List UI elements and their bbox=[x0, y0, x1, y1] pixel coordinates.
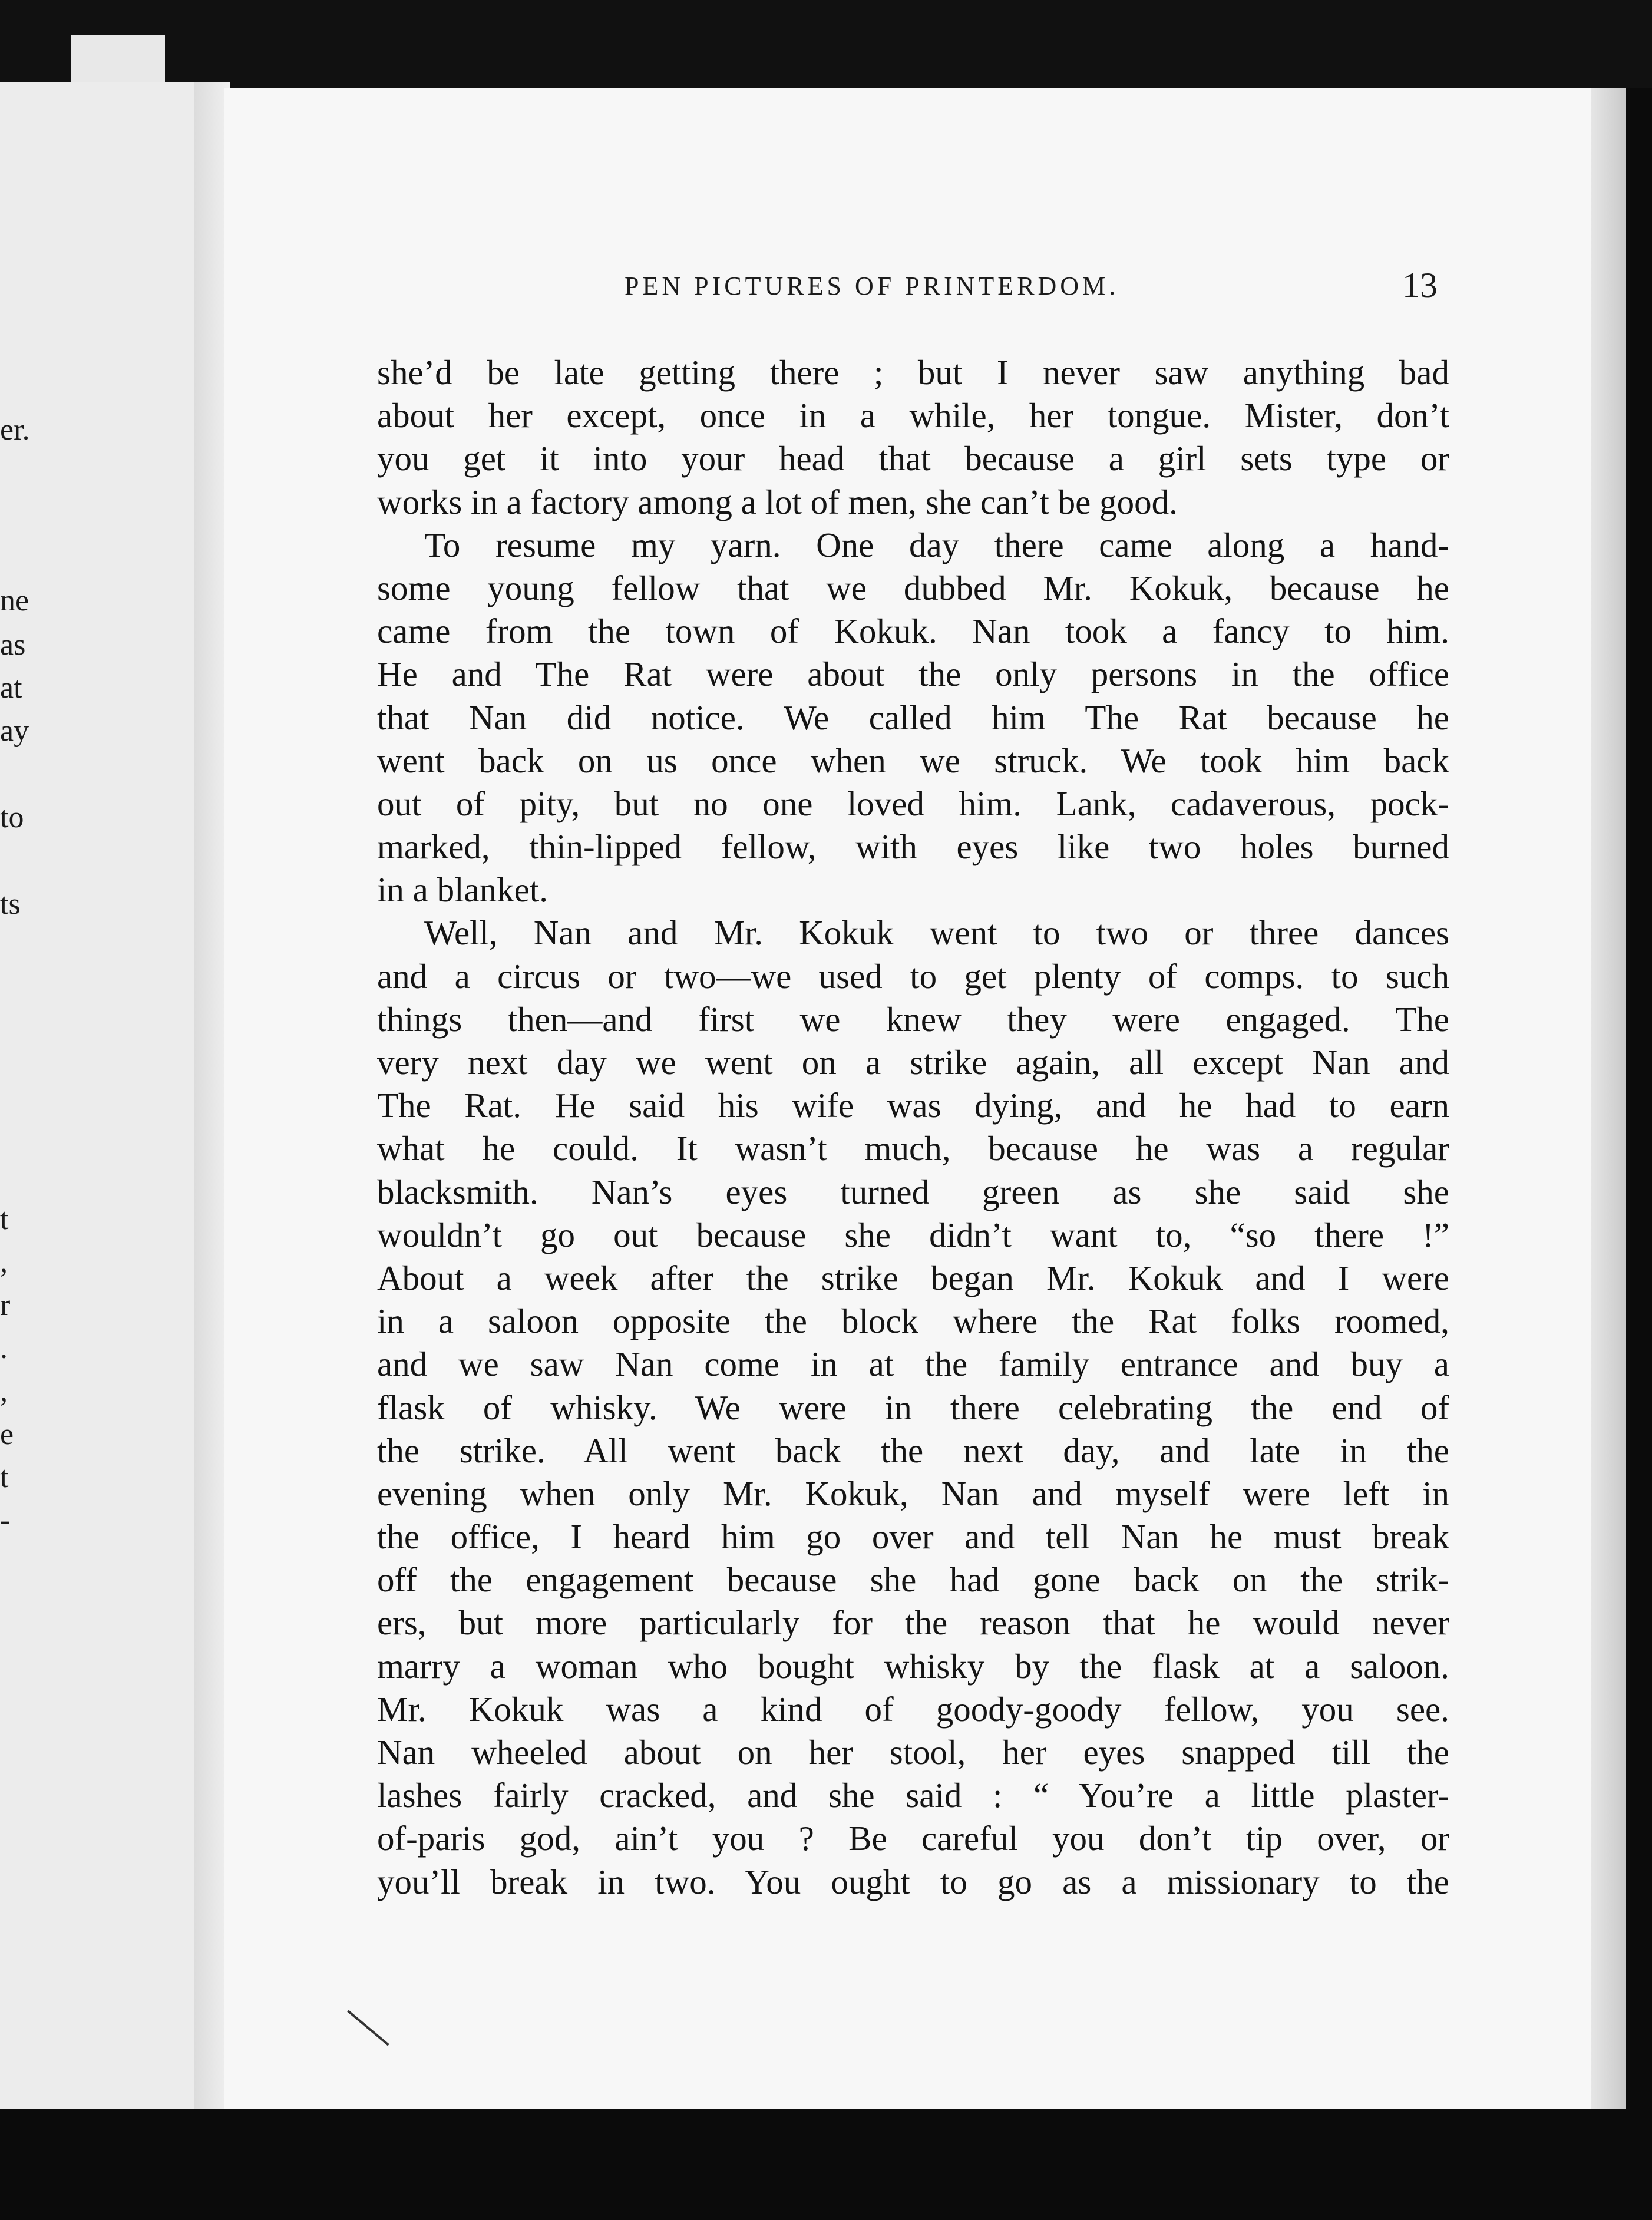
text-line: you’ll break in two. You ought to go as a missionary to the bbox=[377, 1862, 1449, 1901]
text-line: went back on us once when we struck. We took him back bbox=[377, 741, 1449, 780]
text-line: flask of whisky. We were in there celebrating the end of bbox=[377, 1388, 1449, 1427]
text-line: things then—and first we knew they were engaged. The bbox=[377, 999, 1449, 1039]
left-page bbox=[0, 82, 212, 2109]
text-line: To resume my yarn. One day there came along a hand- bbox=[424, 525, 1449, 564]
left-page-fragment: , bbox=[0, 1246, 8, 1279]
left-page-fragment: ts bbox=[0, 887, 21, 921]
text-line: lashes fairly cracked, and she said : “ You’re a little plaster- bbox=[377, 1776, 1449, 1815]
left-page-fragment: to bbox=[0, 801, 24, 834]
text-line: she’d be late getting there ; but I never saw anything bad bbox=[377, 353, 1449, 392]
text-line: Mr. Kokuk was a kind of goody-goody fellow, you see. bbox=[377, 1689, 1449, 1729]
text-line: Nan wheeled about on her stool, her eyes snapped till the bbox=[377, 1733, 1449, 1772]
text-line: blacksmith. Nan’s eyes turned green as she said she bbox=[377, 1172, 1449, 1211]
text-line: He and The Rat were about the only persons in the office bbox=[377, 655, 1449, 694]
text-line: some young fellow that we dubbed Mr. Kokuk, because he bbox=[377, 568, 1449, 607]
left-page-fragment: as bbox=[0, 628, 26, 662]
text-line: very next day we went on a strike again, all except Nan and bbox=[377, 1043, 1449, 1082]
text-line: out of pity, but no one loved him. Lank, cadaverous, pock- bbox=[377, 784, 1449, 823]
text-line: the office, I heard him go over and tell Nan he must break bbox=[377, 1517, 1449, 1557]
scan-background-bottom bbox=[0, 2109, 1652, 2220]
text-line: evening when only Mr. Kokuk, Nan and myself were left in bbox=[377, 1474, 1449, 1513]
text-line: came from the town of Kokuk. Nan took a fancy to him. bbox=[377, 612, 1449, 651]
text-line: About a week after the strike began Mr. Kokuk and I were bbox=[377, 1258, 1449, 1297]
text-line: the strike. All went back the next day, and late in the bbox=[377, 1431, 1449, 1470]
left-page-fragment: . bbox=[0, 1332, 8, 1365]
page-number: 13 bbox=[1402, 266, 1438, 305]
text-line: that Nan did notice. We called him The Rat because he bbox=[377, 698, 1449, 737]
left-page-fragment: ay bbox=[0, 714, 29, 748]
text-line: off the engagement because she had gone back on the strik- bbox=[377, 1560, 1449, 1600]
text-line: The Rat. He said his wife was dying, and he had to earn bbox=[377, 1086, 1449, 1125]
text-line: ers, but more particularly for the reason that he would never bbox=[377, 1603, 1449, 1643]
left-page-fragment: - bbox=[0, 1504, 11, 1537]
running-head: PEN PICTURES OF PRINTERDOM. bbox=[625, 272, 1119, 300]
text-line: in a saloon opposite the block where the Rat folks roomed, bbox=[377, 1301, 1449, 1341]
text-line: wouldn’t go out because she didn’t want to, “so there !” bbox=[377, 1215, 1449, 1254]
scan-background-top bbox=[0, 0, 1652, 88]
left-page-fragment: e bbox=[0, 1418, 14, 1451]
text-line: Well, Nan and Mr. Kokuk went to two or three dances bbox=[424, 913, 1449, 953]
text-line: and a circus or two—we used to get plenty of comps. to such bbox=[377, 956, 1449, 996]
body-text bbox=[377, 351, 1449, 1904]
left-page-fragment: t bbox=[0, 1461, 9, 1494]
text-line: about her except, once in a while, her tongue. Mister, don’t bbox=[377, 396, 1449, 435]
text-line: you get it into your head that because a girl sets type or bbox=[377, 439, 1449, 478]
text-line: of-paris god, ain’t you ? Be careful you don’t tip over, or bbox=[377, 1819, 1449, 1858]
text-line: marry a woman who bought whisky by the flask at a saloon. bbox=[377, 1646, 1449, 1686]
left-page-fragment: , bbox=[0, 1375, 8, 1408]
text-line: and we saw Nan come in at the family entrance and buy a bbox=[377, 1344, 1449, 1384]
text-line: marked, thin-lipped fellow, with eyes like two holes burned bbox=[377, 827, 1449, 867]
text-line: works in a factory among a lot of men, she can’t be good. bbox=[377, 482, 1178, 521]
left-page-fragment: at bbox=[0, 671, 22, 705]
text-line: what he could. It wasn’t much, because he was a regular bbox=[377, 1129, 1449, 1168]
left-page-fragment: er. bbox=[0, 413, 30, 447]
left-page-fragment: r bbox=[0, 1289, 11, 1322]
left-page-fragment: t bbox=[0, 1202, 9, 1236]
page-edge bbox=[1591, 88, 1626, 2115]
left-page-fragment: ne bbox=[0, 584, 29, 617]
text-line: in a blanket. bbox=[377, 870, 548, 910]
